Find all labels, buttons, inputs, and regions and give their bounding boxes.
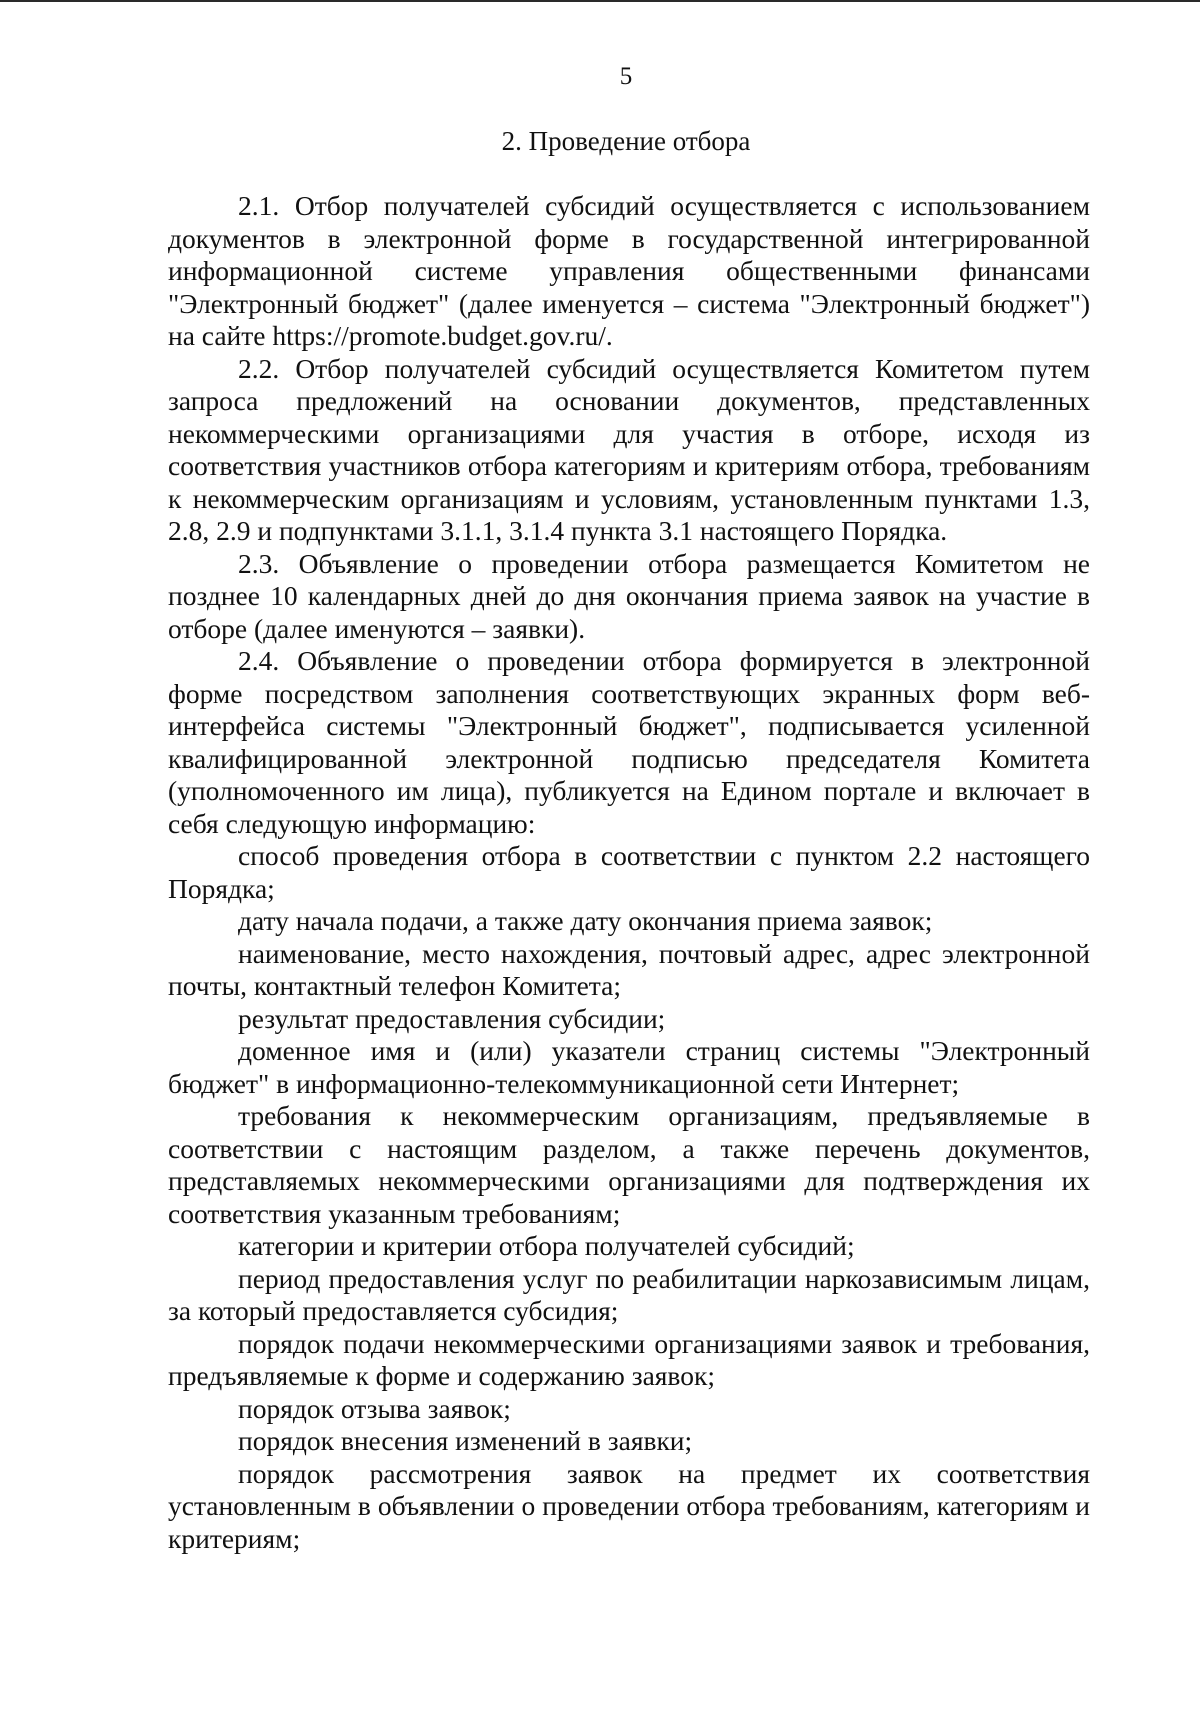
list-item: доменное имя и (или) указатели страниц системы "Электронный бюджет" в информационно-телекоммуникационной сети Интернет;: [168, 1035, 1090, 1099]
list-item: требования к некоммерческим организациям, предъявляемые в соответствии с настоящим разделом, а также перечень документов, представляемых некоммерческими организациями для подтверждения их соответствия указанным требованиям;: [168, 1100, 1090, 1229]
document-body: [168, 190, 1090, 1555]
paragraph-2-1: 2.1. Отбор получателей субсидий осуществляется с использованием документов в электронной форме в государственной интегрированной информационной системе управления общественными финансами "Электронный бюджет" (далее именуется – система "Электронный бюджет") на сайте https://promote.budget.gov.ru/.: [168, 190, 1090, 351]
list-item: категории и критерии отбора получателей субсидий;: [238, 1230, 855, 1261]
list-item: порядок внесения изменений в заявки;: [238, 1425, 693, 1456]
list-item: способ проведения отбора в соответствии с пунктом 2.2 настоящего Порядка;: [168, 840, 1090, 904]
list-item: результат предоставления субсидии;: [238, 1002, 666, 1034]
list-item: наименование, место нахождения, почтовый адрес, адрес электронной почты, контактный телефон Комитета;: [168, 937, 1090, 1001]
list-item: период предоставления услуг по реабилитации наркозависимым лицам, за который предоставляется субсидия;: [168, 1262, 1090, 1326]
paragraph-2-2: 2.2. Отбор получателей субсидий осуществляется Комитетом путем запроса предложений на основании документов, представленных некоммерческими организациями для участия в отборе, исходя из соответствия участников отбора категориям и критериям отбора, требованиям к некоммерческим организациям и условиям, установленным пунктами 1.3, 2.8, 2.9 и подпунктами 3.1.1, 3.1.4 пункта 3.1 настоящего Порядка.: [168, 352, 1090, 546]
list-item: порядок рассмотрения заявок на предмет их соответствия установленным в объявлении о проведении отбора требованиям, категориям и критериям;: [168, 1457, 1090, 1554]
paragraph-2-4: 2.4. Объявление о проведении отбора формируется в электронной форме посредством заполнения соответствующих экранных форм веб-интерфейса системы "Электронный бюджет", подписывается усиленной квалифицированной электронной подписью председателя Комитета (уполномоченного им лица), публикуется на Едином портале и включает в себя следующую информацию:: [168, 645, 1090, 839]
scan-top-edge: [0, 0, 1200, 2]
paragraph-2-3: 2.3. Объявление о проведении отбора размещается Комитетом не позднее 10 календарных дней до дня окончания приема заявок на участие в отборе (далее именуются – заявки).: [168, 547, 1090, 644]
list-item: порядок подачи некоммерческими организациями заявок и требования, предъявляемые к форме и содержанию заявок;: [168, 1327, 1090, 1391]
list-item: порядок отзыва заявок;: [238, 1392, 511, 1424]
list-item: дату начала подачи, а также дату окончания приема заявок;: [238, 905, 933, 936]
section-title: 2. Проведение отбора: [501, 126, 751, 156]
page-number: 5: [619, 63, 633, 90]
